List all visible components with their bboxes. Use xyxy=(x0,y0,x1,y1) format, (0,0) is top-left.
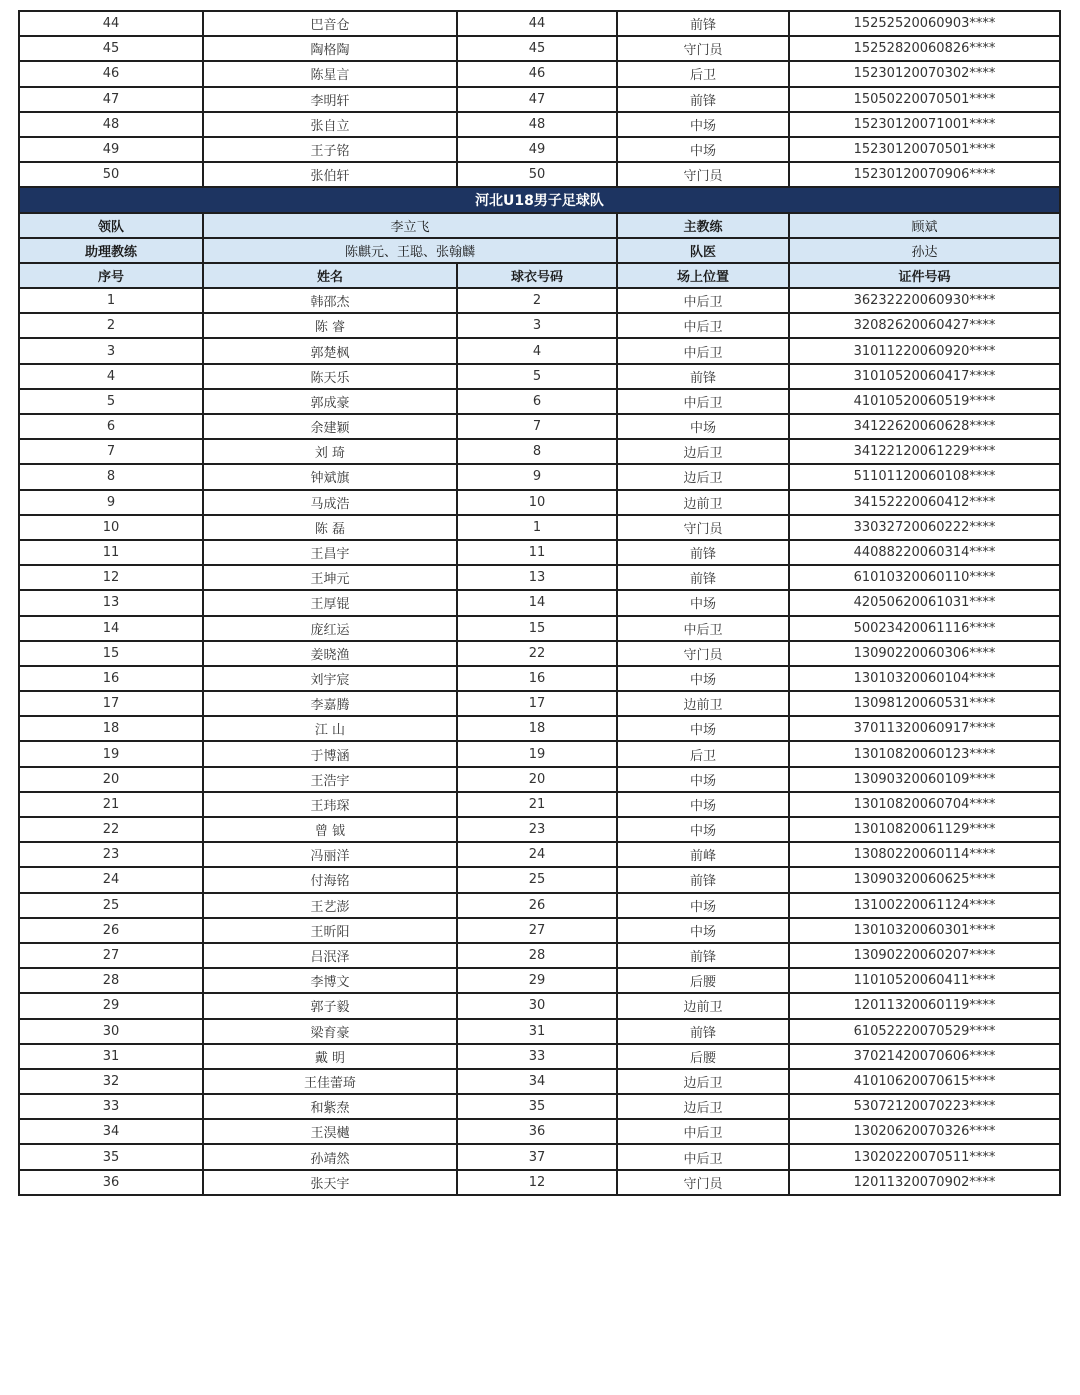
cell-id: 41010520060519**** xyxy=(789,389,1060,414)
cell-jersey: 15 xyxy=(457,616,617,641)
table-row xyxy=(19,716,1060,741)
cell-name: 王坤元 xyxy=(203,565,457,590)
cell-name: 王昕阳 xyxy=(203,918,457,943)
cell-position: 前锋 xyxy=(617,565,789,590)
doctor-label: 队医 xyxy=(617,238,789,263)
cell-jersey: 47 xyxy=(457,87,617,112)
column-header-id: 证件号码 xyxy=(789,263,1060,288)
cell-no: 27 xyxy=(19,943,203,968)
cell-position: 边前卫 xyxy=(617,691,789,716)
cell-no: 2 xyxy=(19,313,203,338)
table-row xyxy=(19,313,1060,338)
cell-jersey: 6 xyxy=(457,389,617,414)
cell-id: 13010320060104**** xyxy=(789,666,1060,691)
cell-position: 边前卫 xyxy=(617,993,789,1018)
staff-row-assistant xyxy=(19,238,1060,263)
cell-position: 守门员 xyxy=(617,641,789,666)
cell-id: 15230120070302**** xyxy=(789,61,1060,86)
cell-name: 张伯轩 xyxy=(203,162,457,187)
cell-id: 15230120070501**** xyxy=(789,137,1060,162)
cell-position: 边后卫 xyxy=(617,1069,789,1094)
cell-id: 12011320060119**** xyxy=(789,993,1060,1018)
table-row xyxy=(19,36,1060,61)
cell-id: 15252820060826**** xyxy=(789,36,1060,61)
cell-no: 30 xyxy=(19,1019,203,1044)
cell-id: 13020620070326**** xyxy=(789,1119,1060,1144)
cell-no: 24 xyxy=(19,867,203,892)
cell-name: 庞红运 xyxy=(203,616,457,641)
cell-jersey: 25 xyxy=(457,867,617,892)
table-row xyxy=(19,767,1060,792)
cell-id: 13080220060114**** xyxy=(789,842,1060,867)
table-row xyxy=(19,842,1060,867)
cell-no: 8 xyxy=(19,464,203,489)
cell-name: 张天宇 xyxy=(203,1170,457,1195)
table-row xyxy=(19,1144,1060,1169)
cell-position: 后卫 xyxy=(617,741,789,766)
cell-position: 后腰 xyxy=(617,968,789,993)
cell-jersey: 26 xyxy=(457,893,617,918)
table-row xyxy=(19,414,1060,439)
table-row xyxy=(19,741,1060,766)
cell-position: 前锋 xyxy=(617,364,789,389)
cell-position: 中场 xyxy=(617,893,789,918)
cell-name: 吕泯泽 xyxy=(203,943,457,968)
cell-no: 32 xyxy=(19,1069,203,1094)
roster-table xyxy=(18,10,1061,1196)
cell-no: 7 xyxy=(19,439,203,464)
cell-id: 15050220070501**** xyxy=(789,87,1060,112)
table-row xyxy=(19,1094,1060,1119)
cell-jersey: 46 xyxy=(457,61,617,86)
cell-no: 34 xyxy=(19,1119,203,1144)
cell-name: 冯丽洋 xyxy=(203,842,457,867)
cell-position: 中后卫 xyxy=(617,1119,789,1144)
cell-id: 61010320060110**** xyxy=(789,565,1060,590)
cell-name: 戴 明 xyxy=(203,1044,457,1069)
table-row xyxy=(19,11,1060,36)
cell-jersey: 19 xyxy=(457,741,617,766)
cell-jersey: 3 xyxy=(457,313,617,338)
cell-id: 33032720060222**** xyxy=(789,515,1060,540)
column-header-jersey: 球衣号码 xyxy=(457,263,617,288)
cell-position: 守门员 xyxy=(617,1170,789,1195)
cell-no: 36 xyxy=(19,1170,203,1195)
table-row xyxy=(19,968,1060,993)
cell-jersey: 17 xyxy=(457,691,617,716)
cell-id: 34152220060412**** xyxy=(789,490,1060,515)
cell-position: 前锋 xyxy=(617,867,789,892)
table-row xyxy=(19,490,1060,515)
cell-name: 郭楚枫 xyxy=(203,338,457,363)
cell-position: 守门员 xyxy=(617,36,789,61)
table-row xyxy=(19,893,1060,918)
cell-jersey: 4 xyxy=(457,338,617,363)
cell-id: 34122620060628**** xyxy=(789,414,1060,439)
cell-name: 王厚锟 xyxy=(203,590,457,615)
cell-no: 29 xyxy=(19,993,203,1018)
head-coach-value: 顾斌 xyxy=(789,213,1060,238)
cell-id: 61052220070529**** xyxy=(789,1019,1060,1044)
cell-id: 53072120070223**** xyxy=(789,1094,1060,1119)
cell-name: 王淏樾 xyxy=(203,1119,457,1144)
cell-jersey: 28 xyxy=(457,943,617,968)
cell-position: 中后卫 xyxy=(617,616,789,641)
cell-no: 18 xyxy=(19,716,203,741)
cell-name: 王浩宇 xyxy=(203,767,457,792)
cell-no: 3 xyxy=(19,338,203,363)
table-row xyxy=(19,867,1060,892)
cell-jersey: 50 xyxy=(457,162,617,187)
cell-id: 13090220060207**** xyxy=(789,943,1060,968)
table-row xyxy=(19,61,1060,86)
cell-position: 边后卫 xyxy=(617,1094,789,1119)
cell-name: 王玮琛 xyxy=(203,792,457,817)
leader-label: 领队 xyxy=(19,213,203,238)
cell-position: 守门员 xyxy=(617,162,789,187)
cell-id: 50023420061116**** xyxy=(789,616,1060,641)
cell-jersey: 11 xyxy=(457,540,617,565)
cell-no: 10 xyxy=(19,515,203,540)
leader-value: 李立飞 xyxy=(203,213,617,238)
column-header-name: 姓名 xyxy=(203,263,457,288)
cell-position: 中场 xyxy=(617,137,789,162)
cell-no: 46 xyxy=(19,61,203,86)
table-row xyxy=(19,1019,1060,1044)
cell-position: 中后卫 xyxy=(617,389,789,414)
cell-jersey: 48 xyxy=(457,112,617,137)
cell-jersey: 21 xyxy=(457,792,617,817)
cell-no: 28 xyxy=(19,968,203,993)
cell-jersey: 34 xyxy=(457,1069,617,1094)
cell-id: 15252520060903**** xyxy=(789,11,1060,36)
cell-name: 付海铭 xyxy=(203,867,457,892)
column-header-position: 场上位置 xyxy=(617,263,789,288)
cell-jersey: 8 xyxy=(457,439,617,464)
team-header xyxy=(19,187,1060,288)
cell-position: 中场 xyxy=(617,716,789,741)
cell-jersey: 45 xyxy=(457,36,617,61)
cell-id: 41010620070615**** xyxy=(789,1069,1060,1094)
cell-position: 前峰 xyxy=(617,842,789,867)
cell-name: 巴音仓 xyxy=(203,11,457,36)
cell-id: 13010820060704**** xyxy=(789,792,1060,817)
cell-name: 孙靖然 xyxy=(203,1144,457,1169)
table-row xyxy=(19,464,1060,489)
assistant-value: 陈麒元、王聪、张翰麟 xyxy=(203,238,617,263)
cell-name: 李嘉腾 xyxy=(203,691,457,716)
cell-id: 37011320060917**** xyxy=(789,716,1060,741)
cell-jersey: 1 xyxy=(457,515,617,540)
table-row xyxy=(19,993,1060,1018)
cell-name: 张自立 xyxy=(203,112,457,137)
cell-id: 42050620061031**** xyxy=(789,590,1060,615)
cell-id: 31010520060417**** xyxy=(789,364,1060,389)
cell-jersey: 36 xyxy=(457,1119,617,1144)
cell-name: 刘宇宸 xyxy=(203,666,457,691)
cell-position: 边前卫 xyxy=(617,490,789,515)
previous-team-rows xyxy=(19,11,1060,187)
cell-position: 中后卫 xyxy=(617,1144,789,1169)
cell-position: 前锋 xyxy=(617,87,789,112)
table-row xyxy=(19,1119,1060,1144)
cell-name: 刘 琦 xyxy=(203,439,457,464)
cell-no: 47 xyxy=(19,87,203,112)
cell-no: 17 xyxy=(19,691,203,716)
cell-id: 13090220060306**** xyxy=(789,641,1060,666)
cell-no: 4 xyxy=(19,364,203,389)
cell-name: 李明轩 xyxy=(203,87,457,112)
cell-no: 5 xyxy=(19,389,203,414)
table-row xyxy=(19,565,1060,590)
cell-no: 15 xyxy=(19,641,203,666)
table-row xyxy=(19,162,1060,187)
team-title: 河北U18男子足球队 xyxy=(19,187,1060,212)
cell-position: 中后卫 xyxy=(617,338,789,363)
cell-jersey: 24 xyxy=(457,842,617,867)
table-row xyxy=(19,616,1060,641)
cell-id: 11010520060411**** xyxy=(789,968,1060,993)
cell-name: 陶格陶 xyxy=(203,36,457,61)
cell-no: 33 xyxy=(19,1094,203,1119)
cell-name: 陈 磊 xyxy=(203,515,457,540)
table-row xyxy=(19,590,1060,615)
cell-name: 和紫焘 xyxy=(203,1094,457,1119)
cell-position: 中场 xyxy=(617,666,789,691)
cell-jersey: 22 xyxy=(457,641,617,666)
cell-no: 45 xyxy=(19,36,203,61)
staff-row-leader xyxy=(19,213,1060,238)
table-row xyxy=(19,1069,1060,1094)
cell-position: 中后卫 xyxy=(617,313,789,338)
table-row xyxy=(19,87,1060,112)
cell-jersey: 9 xyxy=(457,464,617,489)
table-row xyxy=(19,288,1060,313)
cell-jersey: 18 xyxy=(457,716,617,741)
cell-name: 王艺澎 xyxy=(203,893,457,918)
cell-no: 13 xyxy=(19,590,203,615)
cell-name: 于博涵 xyxy=(203,741,457,766)
cell-jersey: 27 xyxy=(457,918,617,943)
table-row xyxy=(19,112,1060,137)
cell-position: 中场 xyxy=(617,817,789,842)
cell-jersey: 23 xyxy=(457,817,617,842)
cell-id: 13010820061129**** xyxy=(789,817,1060,842)
cell-id: 51101120060108**** xyxy=(789,464,1060,489)
cell-name: 曾 钺 xyxy=(203,817,457,842)
cell-name: 王佳蕾琦 xyxy=(203,1069,457,1094)
player-rows xyxy=(19,288,1060,1195)
cell-id: 31011220060920**** xyxy=(789,338,1060,363)
cell-no: 21 xyxy=(19,792,203,817)
cell-position: 前锋 xyxy=(617,11,789,36)
table-row xyxy=(19,364,1060,389)
cell-jersey: 20 xyxy=(457,767,617,792)
cell-jersey: 30 xyxy=(457,993,617,1018)
cell-name: 李博文 xyxy=(203,968,457,993)
cell-jersey: 35 xyxy=(457,1094,617,1119)
cell-position: 中场 xyxy=(617,590,789,615)
cell-no: 23 xyxy=(19,842,203,867)
cell-name: 马成浩 xyxy=(203,490,457,515)
cell-no: 25 xyxy=(19,893,203,918)
cell-id: 13010320060301**** xyxy=(789,918,1060,943)
cell-name: 姜晓渔 xyxy=(203,641,457,666)
cell-position: 后腰 xyxy=(617,1044,789,1069)
cell-no: 20 xyxy=(19,767,203,792)
cell-name: 王昌宇 xyxy=(203,540,457,565)
cell-name: 余建颖 xyxy=(203,414,457,439)
head-coach-label: 主教练 xyxy=(617,213,789,238)
cell-name: 郭成豪 xyxy=(203,389,457,414)
cell-id: 12011320070902**** xyxy=(789,1170,1060,1195)
cell-name: 韩邵杰 xyxy=(203,288,457,313)
cell-position: 前锋 xyxy=(617,943,789,968)
table-row xyxy=(19,691,1060,716)
cell-no: 31 xyxy=(19,1044,203,1069)
cell-no: 14 xyxy=(19,616,203,641)
table-row xyxy=(19,817,1060,842)
cell-jersey: 13 xyxy=(457,565,617,590)
cell-no: 6 xyxy=(19,414,203,439)
table-row xyxy=(19,515,1060,540)
cell-id: 37021420070606**** xyxy=(789,1044,1060,1069)
cell-jersey: 49 xyxy=(457,137,617,162)
cell-id: 15230120071001**** xyxy=(789,112,1060,137)
cell-name: 钟斌旗 xyxy=(203,464,457,489)
cell-position: 边后卫 xyxy=(617,439,789,464)
cell-position: 边后卫 xyxy=(617,464,789,489)
table-row xyxy=(19,918,1060,943)
cell-no: 16 xyxy=(19,666,203,691)
cell-position: 中后卫 xyxy=(617,288,789,313)
cell-jersey: 33 xyxy=(457,1044,617,1069)
cell-no: 50 xyxy=(19,162,203,187)
cell-position: 后卫 xyxy=(617,61,789,86)
table-row xyxy=(19,1044,1060,1069)
cell-id: 13090320060109**** xyxy=(789,767,1060,792)
cell-jersey: 5 xyxy=(457,364,617,389)
cell-position: 中场 xyxy=(617,414,789,439)
table-row xyxy=(19,666,1060,691)
team-title-row xyxy=(19,187,1060,212)
cell-no: 35 xyxy=(19,1144,203,1169)
cell-position: 前锋 xyxy=(617,540,789,565)
cell-no: 48 xyxy=(19,112,203,137)
assistant-label: 助理教练 xyxy=(19,238,203,263)
cell-name: 陈星言 xyxy=(203,61,457,86)
cell-jersey: 44 xyxy=(457,11,617,36)
cell-id: 36232220060930**** xyxy=(789,288,1060,313)
cell-no: 1 xyxy=(19,288,203,313)
cell-no: 49 xyxy=(19,137,203,162)
cell-id: 13098120060531**** xyxy=(789,691,1060,716)
cell-id: 32082620060427**** xyxy=(789,313,1060,338)
cell-name: 陈 睿 xyxy=(203,313,457,338)
cell-jersey: 31 xyxy=(457,1019,617,1044)
cell-no: 26 xyxy=(19,918,203,943)
cell-jersey: 12 xyxy=(457,1170,617,1195)
table-row xyxy=(19,137,1060,162)
cell-no: 19 xyxy=(19,741,203,766)
table-row xyxy=(19,389,1060,414)
cell-id: 13090320060625**** xyxy=(789,867,1060,892)
cell-id: 13010820060123**** xyxy=(789,741,1060,766)
cell-jersey: 10 xyxy=(457,490,617,515)
cell-no: 12 xyxy=(19,565,203,590)
cell-id: 15230120070906**** xyxy=(789,162,1060,187)
cell-no: 9 xyxy=(19,490,203,515)
doctor-value: 孙达 xyxy=(789,238,1060,263)
cell-no: 22 xyxy=(19,817,203,842)
cell-position: 中场 xyxy=(617,767,789,792)
table-row xyxy=(19,439,1060,464)
cell-id: 13100220061124**** xyxy=(789,893,1060,918)
cell-position: 前锋 xyxy=(617,1019,789,1044)
cell-position: 中场 xyxy=(617,792,789,817)
cell-id: 13020220070511**** xyxy=(789,1144,1060,1169)
cell-id: 44088220060314**** xyxy=(789,540,1060,565)
cell-name: 郭子毅 xyxy=(203,993,457,1018)
cell-jersey: 14 xyxy=(457,590,617,615)
cell-jersey: 37 xyxy=(457,1144,617,1169)
table-row xyxy=(19,943,1060,968)
cell-jersey: 2 xyxy=(457,288,617,313)
table-row xyxy=(19,540,1060,565)
cell-name: 陈天乐 xyxy=(203,364,457,389)
cell-name: 梁育豪 xyxy=(203,1019,457,1044)
table-row xyxy=(19,338,1060,363)
cell-name: 江 山 xyxy=(203,716,457,741)
cell-position: 中场 xyxy=(617,112,789,137)
column-header-no: 序号 xyxy=(19,263,203,288)
table-row xyxy=(19,1170,1060,1195)
column-header-row xyxy=(19,263,1060,288)
cell-position: 中场 xyxy=(617,918,789,943)
cell-name: 王子铭 xyxy=(203,137,457,162)
cell-jersey: 16 xyxy=(457,666,617,691)
cell-jersey: 7 xyxy=(457,414,617,439)
table-row xyxy=(19,641,1060,666)
cell-id: 34122120061229**** xyxy=(789,439,1060,464)
cell-no: 11 xyxy=(19,540,203,565)
cell-jersey: 29 xyxy=(457,968,617,993)
cell-position: 守门员 xyxy=(617,515,789,540)
cell-no: 44 xyxy=(19,11,203,36)
table-row xyxy=(19,792,1060,817)
